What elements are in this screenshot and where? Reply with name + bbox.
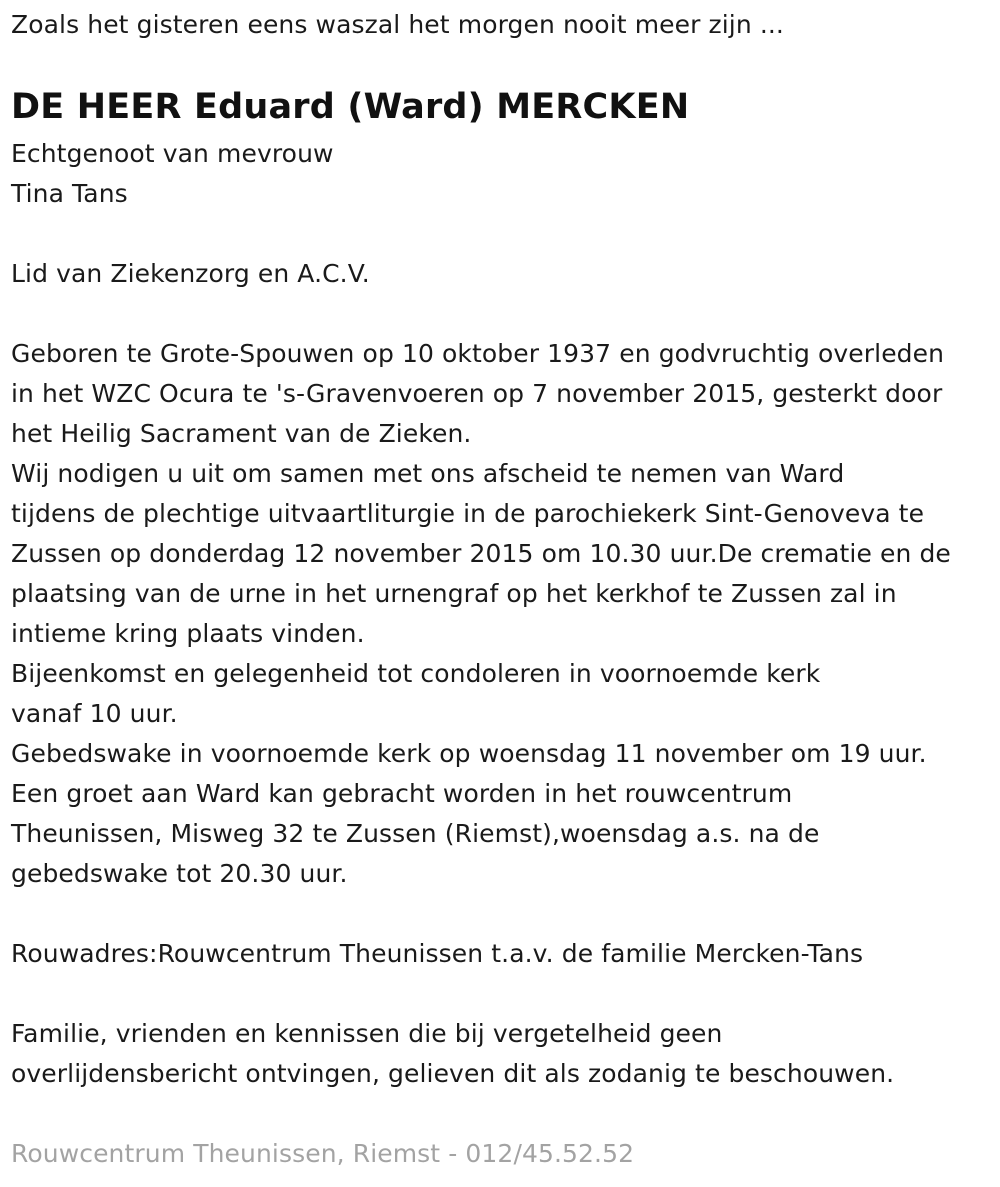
family-notice-line: overlijdensbericht ontvingen, gelieven dit als zodanig te beschouwen. — [11, 1059, 895, 1088]
membership-line: Lid van Ziekenzorg en A.C.V. — [11, 259, 370, 288]
body-line: gebedswake tot 20.30 uur. — [11, 859, 348, 888]
body-line: Gebedswake in voornoemde kerk op woensdag 11 november om 19 uur. — [11, 739, 927, 768]
body-line: Zussen op donderdag 12 november 2015 om 10.30 uur.De crematie en de — [11, 539, 951, 568]
body-text — [11, 334, 951, 894]
body-line: plaatsing van de urne in het urnengraf op het kerkhof te Zussen zal in — [11, 579, 897, 608]
body-line: in het WZC Ocura te 's-Gravenvoeren op 7 november 2015, gesterkt door — [11, 379, 943, 408]
spouse-line: Echtgenoot van mevrouw — [11, 139, 334, 168]
body-line: tijdens de plechtige uitvaartliturgie in de parochiekerk Sint-Genoveva te — [11, 499, 925, 528]
membership-block — [11, 254, 370, 294]
body-line: Een groet aan Ward kan gebracht worden in het rouwcentrum — [11, 779, 793, 808]
body-line: Geboren te Grote-Spouwen op 10 oktober 1937 en godvruchtig overleden — [11, 339, 945, 368]
address-line: Rouwadres:Rouwcentrum Theunissen t.a.v. de familie Mercken-Tans — [11, 939, 864, 968]
funeral-home-footer: Rouwcentrum Theunissen, Riemst - 012/45.52.52 — [11, 1139, 635, 1168]
body-line: het Heilig Sacrament van de Zieken. — [11, 419, 472, 448]
body-line: intieme kring plaats vinden. — [11, 619, 365, 648]
family-notice — [11, 1014, 894, 1094]
family-notice-line: Familie, vrienden en kennissen die bij vergetelheid geen — [11, 1019, 723, 1048]
body-line: Wij nodigen u uit om samen met ons afscheid te nemen van Ward — [11, 459, 845, 488]
motto-line: Zoals het gisteren eens waszal het morgen nooit meer zijn ... — [11, 10, 784, 39]
address-block — [11, 934, 863, 974]
body-line: Theunissen, Misweg 32 te Zussen (Riemst),woensdag a.s. na de — [11, 819, 820, 848]
spouse-block — [11, 134, 334, 214]
deceased-name: DE HEER Eduard (Ward) MERCKEN — [11, 87, 690, 127]
body-line: Bijeenkomst en gelegenheid tot condoleren in voornoemde kerk — [11, 659, 821, 688]
body-line: vanaf 10 uur. — [11, 699, 178, 728]
spouse-name: Tina Tans — [11, 179, 128, 208]
